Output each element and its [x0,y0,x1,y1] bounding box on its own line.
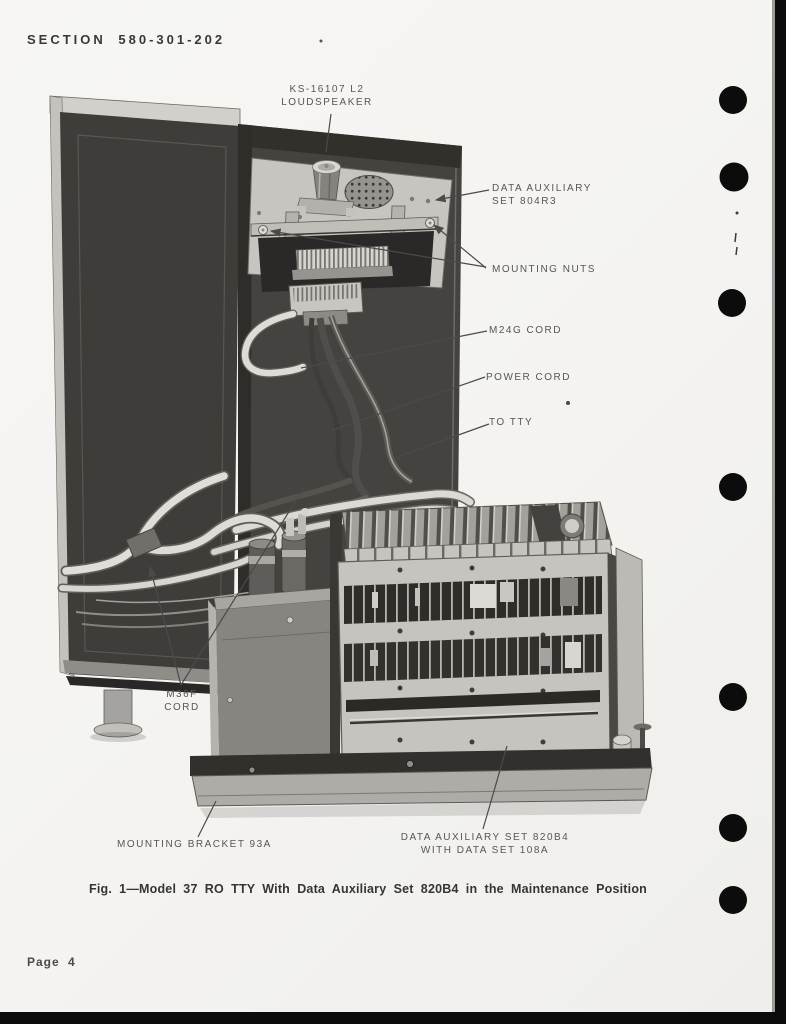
binder-hole [718,289,746,317]
label-m36f-cord-line2: CORD [164,702,200,713]
scan-edge-right [775,0,786,1024]
label-data-aux-804r3-line2: SET 804R3 [492,196,558,207]
label-mounting-nuts: MOUNTING NUTS [492,264,596,275]
label-m36f-cord [148,688,216,714]
label-data-aux-820b4-line2: WITH DATA SET 108A [420,845,550,856]
binder-hole [719,683,747,711]
data-aux-set-820b4 [330,502,652,770]
label-loudspeaker [262,83,392,109]
binder-hole [719,814,747,842]
label-power-cord: POWER CORD [486,372,571,383]
label-data-aux-804r3-line1: DATA AUXILIARY [492,183,592,194]
label-m24g-cord: M24G CORD [489,325,562,336]
label-data-aux-804r3 [492,182,592,208]
label-mounting-bracket: MOUNTING BRACKET 93A [117,839,272,850]
mounting-nut-left [259,226,268,235]
page-number: Page 4 [27,955,76,969]
label-to-tty: TO TTY [489,417,534,428]
figure-caption: Fig. 1—Model 37 RO TTY With Data Auxiliary Set 820B4 in the Maintenance Position [88,882,647,896]
label-data-aux-820b4-line1: DATA AUXILIARY SET 820B4 [400,832,570,843]
label-data-aux-820b4 [396,831,574,857]
binder-hole [719,86,747,114]
mounting-nut-right [426,219,435,228]
binder-holes [718,86,749,914]
binder-hole [719,473,747,501]
section-header: SECTION 580-301-202 [27,32,226,47]
mounting-bracket-93a [190,748,652,818]
label-m36f-cord-line1: M36F [166,689,198,700]
lower-left-box [208,588,334,760]
scan-edge-bottom [0,1012,786,1024]
cabinet-foot [90,690,146,742]
binder-hole [720,163,749,192]
data-aux-set-804r3 [248,158,452,292]
label-loudspeaker-line2: LOUDSPEAKER [281,97,373,108]
binder-hole [719,886,747,914]
label-loudspeaker-line1: KS-16107 L2 [289,84,365,95]
